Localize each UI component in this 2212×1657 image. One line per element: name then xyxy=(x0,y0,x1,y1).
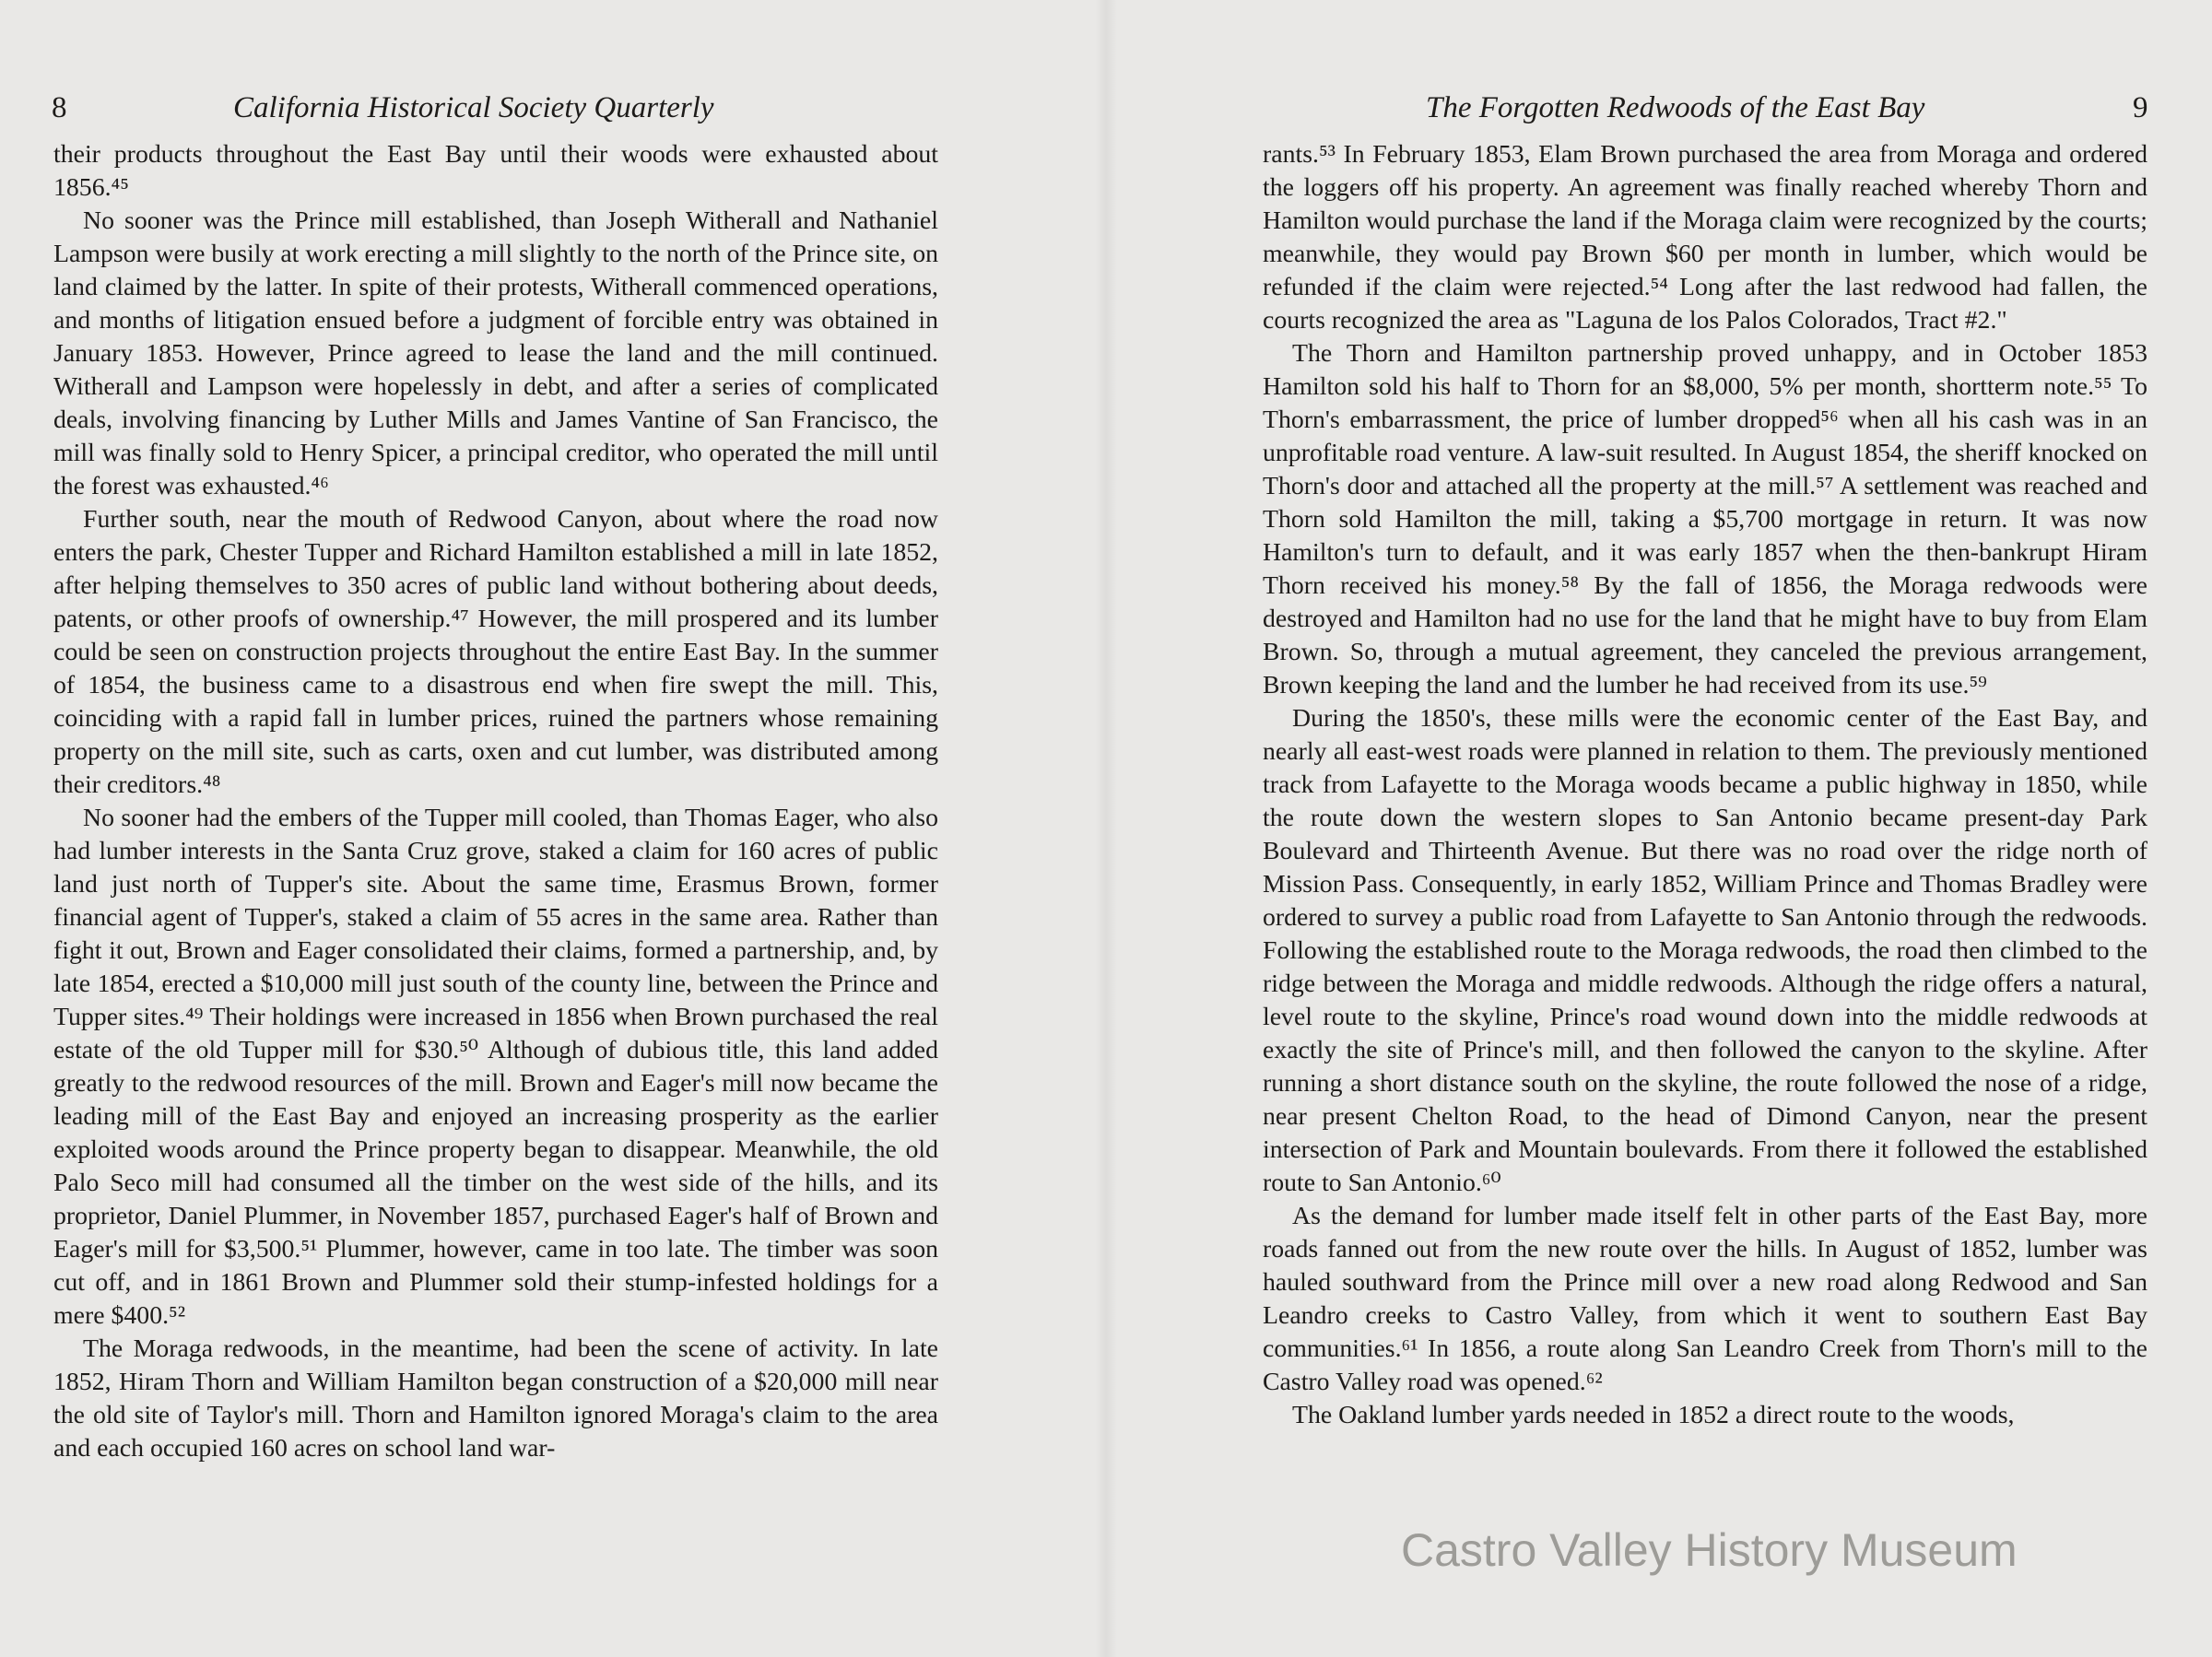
paragraph: Further south, near the mouth of Redwood Canyon, about where the road now enters the park, Chester Tupper and Richard Hamilton established a mill in late 1852, after helping themselves to 350 acres of public land without bothering about deeds, patents, or other proofs of ownership.⁴⁷ However, the mill prospered and its lumber could be seen on construction projects throughout the entire East Bay. In the summer of 1854, the business came to a disastrous end when fire swept the mill. This, coinciding with a rapid fall in lumber prices, ruined the partners whose remaining property on the mill site, such as carts, oxen and cut lumber, was distributed among their creditors.⁴⁸ xyxy=(53,505,938,799)
paragraph: rants.⁵³ In February 1853, Elam Brown purchased the area from Moraga and ordered the loggers off his property. An agreement was finally reached whereby Thorn and Hamilton would purchase the land if the Moraga claim were recognized by the courts; meanwhile, they would pay Brown $60 per month in lumber, which would be refunded if the claim were rejected.⁵⁴ Long after the last redwood had fallen, the courts recognized the area as "Laguna de los Palos Colorados, Tract #2." xyxy=(1263,140,2147,335)
paragraph: The Oakland lumber yards needed in 1852 a direct route to the woods, xyxy=(1292,1401,2015,1429)
paragraph: their products throughout the East Bay until their woods were exhausted about 1856.⁴⁵ xyxy=(53,140,938,202)
right-page xyxy=(1106,0,2212,1657)
paragraph: As the demand for lumber made itself felt in other parts of the East Bay, more roads fanned out from the new route over the hills. In August of 1852, lumber was hauled southward from the Prince mill over a new road along Redwood and San Leandro creeks to Castro Valley, from which it went to southern East Bay communities.⁶¹ In 1856, a route along San Leandro Creek from Thorn's mill to the Castro Valley road was opened.⁶² xyxy=(1263,1202,2147,1396)
paragraph: During the 1850's, these mills were the economic center of the East Bay, and nearly all east-west roads were planned in relation to them. The previously mentioned track from Lafayette to the Moraga woods became a public highway in 1850, while the route down the western slopes to San Antonio became present-day Park Boulevard and Thirteenth Avenue. But there was no road over the ridge north of Mission Pass. Consequently, in early 1852, William Prince and Thomas Bradley were ordered to survey a public road from Lafayette to San Antonio through the redwoods. Following the established route to the Moraga redwoods, the road then climbed to the ridge between the Moraga and middle redwoods. Although the ridge offers a natural, level route to the skyline, Prince's road wound down into the middle redwoods at exactly the site of Prince's mill, and then followed the canyon to the skyline. After running a short distance south on the skyline, the route followed the nose of a ridge, near present Chelton Road, to the head of Dimond Canyon, near the present intersection of Park and Mountain boulevards. From there it followed the established route to San Antonio.⁶⁰ xyxy=(1263,704,2147,1197)
right-text-column xyxy=(1263,138,2147,1432)
museum-watermark: Castro Valley History Museum xyxy=(1401,1524,2018,1576)
left-folio: 8 xyxy=(52,91,67,124)
left-text-column xyxy=(53,138,938,1465)
right-folio: 9 xyxy=(2133,91,2148,124)
paragraph: The Moraga redwoods, in the meantime, had been the scene of activity. In late 1852, Hiram Thorn and William Hamilton began construction of a $20,000 mill near the old site of Taylor's mill. Thorn and Hamilton ignored Moraga's claim to the area and each occupied 160 acres on school land war- xyxy=(53,1334,938,1463)
paragraph: No sooner had the embers of the Tupper mill cooled, than Thomas Eager, who also had lumber interests in the Santa Cruz grove, staked a claim for 160 acres of public land just north of Tupper's site. About the same time, Erasmus Brown, former financial agent of Tupper's, staked a claim of 55 acres in the same area. Rather than fight it out, Brown and Eager consolidated their claims, formed a partnership, and, by late 1854, erected a $10,000 mill just south of the county line, between the Prince and Tupper sites.⁴⁹ Their holdings were increased in 1856 when Brown purchased the real estate of the old Tupper mill for $30.⁵⁰ Although of dubious title, this land added greatly to the redwood resources of the mill. Brown and Eager's mill now became the leading mill of the East Bay and enjoyed an increasing prosperity as the earlier exploited woods around the Prince property began to disappear. Meanwhile, the old Palo Seco mill had consumed all the timber on the west side of the hills, and its proprietor, Daniel Plummer, in November 1857, purchased Eager's half of Brown and Eager's mill for $3,500.⁵¹ Plummer, however, came in too late. The timber was soon cut off, and in 1861 Brown and Plummer sold their stump-infested holdings for a mere $400.⁵² xyxy=(53,804,938,1330)
paragraph: No sooner was the Prince mill established, than Joseph Witherall and Nathaniel Lampson were busily at work erecting a mill slightly to the north of the Prince site, on land claimed by the latter. In spite of their protests, Witherall commenced operations, and months of litigation ensued before a judgment of forcible entry was obtained in January 1853. However, Prince agreed to lease the land and the mill continued. Witherall and Lampson were hopelessly in debt, and after a series of complicated deals, involving financing by Luther Mills and James Vantine of San Francisco, the mill was finally sold to Henry Spicer, a principal creditor, who operated the mill until the forest was exhausted.⁴⁶ xyxy=(53,206,938,500)
left-running-head: California Historical Society Quarterly xyxy=(233,91,714,124)
paragraph: The Thorn and Hamilton partnership proved unhappy, and in October 1853 Hamilton sold his half to Thorn for an $8,000, 5% per month, shortterm note.⁵⁵ To Thorn's embarrassment, the price of lumber dropped⁵⁶ when all his cash was in an unprofitable road venture. A law-suit resulted. In August 1854, the sheriff knocked on Thorn's door and attached all the property at the mill.⁵⁷ A settlement was reached and Thorn sold Hamilton the mill, taking a $5,700 mortgage in return. It was now Hamilton's turn to default, and it was early 1857 when the then-bankrupt Hiram Thorn received his money.⁵⁸ By the fall of 1856, the Moraga redwoods were destroyed and Hamilton had no use for the land that he might have to buy from Elam Brown. So, through a mutual agreement, they canceled the previous arrangement, Brown keeping the land and the lumber he had received from its use.⁵⁹ xyxy=(1263,339,2147,699)
right-running-head: The Forgotten Redwoods of the East Bay xyxy=(1426,91,1925,124)
